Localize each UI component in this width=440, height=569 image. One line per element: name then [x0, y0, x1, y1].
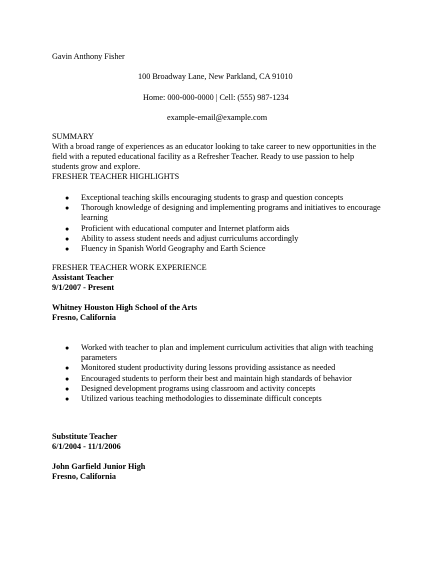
highlights-heading: FRESHER TEACHER HIGHLIGHTS: [52, 172, 180, 181]
bullet-icon: ●: [65, 204, 70, 213]
job-title: Substitute Teacher: [52, 432, 118, 441]
list-item: ● Exceptional teaching skills encouraging students to grasp and question concepts: [65, 193, 344, 202]
bullet-icon: ●: [65, 194, 70, 202]
bullet-icon: ●: [65, 364, 70, 373]
summary-heading: SUMMARY: [52, 132, 94, 141]
bullet-icon: ●: [65, 395, 70, 404]
job-employer: Whitney Houston High School of the Arts: [52, 303, 198, 312]
bullet-icon: ●: [65, 384, 70, 393]
duties-list: [52, 343, 386, 404]
job-employer: John Garfield Junior High: [52, 462, 146, 471]
bullet-icon: ●: [65, 234, 70, 243]
list-item: ● Worked with teacher to plan and implement curriculum activities that align with teaching parameters: [65, 343, 374, 363]
job-location: Fresno, California: [52, 313, 116, 322]
job-dates: 6/1/2004 - 11/1/2006: [52, 442, 121, 451]
bullet-icon: ●: [65, 245, 70, 254]
job-location: Fresno, California: [52, 472, 116, 481]
candidate-name: Gavin Anthony Fisher: [52, 52, 125, 61]
list-item: ● Ability to assess student needs and adjust curriculums accordingly: [65, 233, 299, 243]
list-item: ● Utilized various teaching methodologies to disseminate difficult concepts: [65, 394, 322, 404]
email-line: example-email@example.com: [167, 113, 268, 122]
bullet-icon: ●: [65, 224, 70, 233]
highlights-list: [52, 193, 381, 254]
bullet-icon: ●: [65, 344, 70, 352]
job-title: Assistant Teacher: [52, 273, 114, 282]
list-item: ● Thorough knowledge of designing and implementing programs and initiatives to encourage learning: [65, 203, 381, 223]
bullet-icon: ●: [65, 374, 70, 383]
experience-heading: FRESHER TEACHER WORK EXPERIENCE: [52, 263, 207, 272]
list-item: ● Designed development programs using classroom and activity concepts: [65, 383, 316, 393]
list-item: ● Encouraged students to perform their best and maintain high standards of behavior: [65, 373, 352, 383]
phone-line: Home: 000-000-0000 | Cell: (555) 987-1234: [143, 93, 289, 102]
list-item: ● Proficient with educational computer and Internet platform aids: [65, 223, 290, 233]
list-item: ● Monitored student productivity during lessons providing assistance as needed: [65, 363, 336, 373]
job-dates: 9/1/2007 - Present: [52, 283, 115, 292]
summary-text: With a broad range of experiences as an educator looking to take career to new opportunities in the field with a reputed educational facility as a Refresher Teacher. Ready to use passion to help students grow and explore.: [52, 142, 377, 172]
address-line: 100 Broadway Lane, New Parkland, CA 91010: [138, 72, 293, 81]
list-item: ● Fluency in Spanish World Geography and Earth Science: [65, 244, 266, 254]
